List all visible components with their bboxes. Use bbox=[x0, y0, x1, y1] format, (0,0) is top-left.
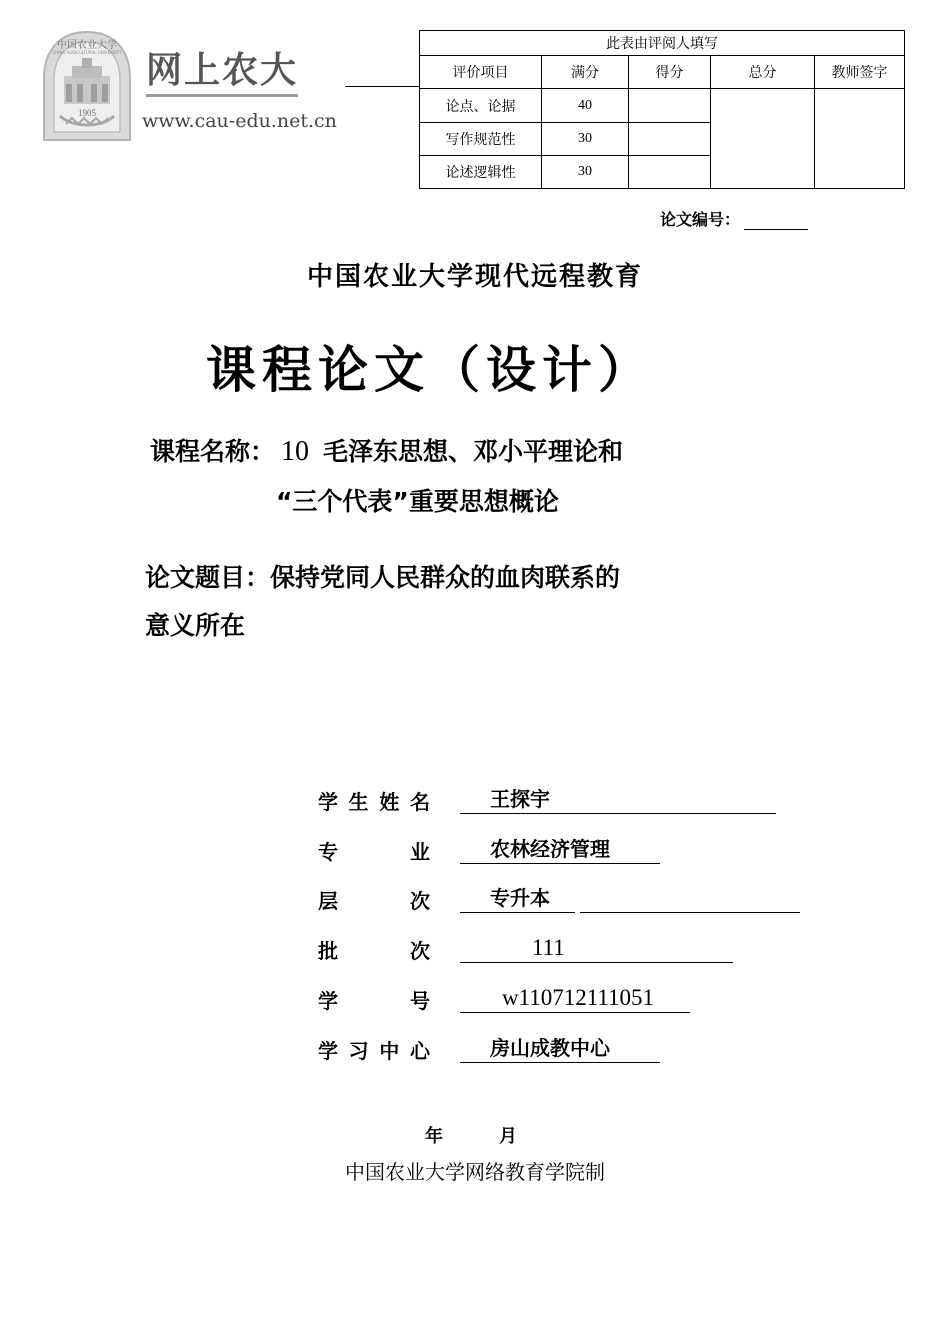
row-score-cell[interactable] bbox=[629, 123, 711, 156]
row-item: 论点、论据 bbox=[420, 89, 542, 123]
brand-name: 网上农大 bbox=[146, 49, 299, 91]
row-item: 写作规范性 bbox=[420, 123, 542, 156]
row-score-cell[interactable] bbox=[629, 156, 711, 189]
footer-organization: 中国农业大学网络教育学院制 bbox=[345, 1160, 605, 1184]
major-label: 专 业 bbox=[318, 840, 430, 864]
course-name-line2: “三个代表”重要思想概论 bbox=[276, 487, 559, 516]
batch-label: 批 次 bbox=[318, 939, 430, 963]
teacher-signature-cell[interactable] bbox=[815, 89, 905, 189]
header-total: 总分 bbox=[711, 56, 815, 89]
topic-line2: 意义所在 bbox=[145, 611, 246, 640]
header-score: 得分 bbox=[629, 56, 711, 89]
row-full-score: 40 bbox=[542, 89, 629, 123]
date-month: 月 bbox=[499, 1126, 517, 1147]
row-item: 论述逻辑性 bbox=[420, 156, 542, 189]
student-id-value[interactable]: w110712111051 bbox=[460, 985, 690, 1013]
batch-value[interactable]: 111 bbox=[460, 935, 733, 963]
student-name-label: 学 生 姓 名 bbox=[318, 790, 430, 814]
institution-title: 中国农业大学现代远程教育 bbox=[306, 262, 643, 292]
row-score-cell[interactable] bbox=[629, 89, 711, 123]
seal-year: 1905 bbox=[78, 108, 96, 118]
study-center-value[interactable]: 房山成教中心 bbox=[460, 1035, 660, 1063]
header-item: 评价项目 bbox=[420, 56, 542, 89]
total-score-cell[interactable] bbox=[711, 89, 815, 189]
brand-divider bbox=[146, 94, 298, 97]
row-full-score: 30 bbox=[542, 123, 629, 156]
university-logo bbox=[42, 28, 342, 148]
study-center-label: 学 习 中 心 bbox=[318, 1039, 430, 1063]
course-number: 10 bbox=[281, 436, 310, 467]
score-table bbox=[419, 30, 905, 189]
header-full-score: 满分 bbox=[542, 56, 629, 89]
date-line bbox=[425, 1122, 517, 1148]
main-title: 课程论文（设计） bbox=[206, 340, 654, 399]
student-name-value[interactable]: 王探宇 bbox=[460, 786, 776, 814]
paper-number-label: 论文编号： bbox=[660, 210, 741, 229]
date-year: 年 bbox=[425, 1126, 443, 1147]
score-table-caption: 此表由评阅人填写 bbox=[420, 31, 905, 56]
level-value[interactable]: 专升本 bbox=[460, 885, 575, 913]
topic-text: 保持党同人民群众的血肉联系的 bbox=[270, 563, 621, 592]
paper-number-blank[interactable] bbox=[744, 211, 808, 230]
seal-english-text: CHINA AGRICULTURAL UNIVERSITY bbox=[52, 50, 122, 55]
major-value[interactable]: 农林经济管理 bbox=[460, 836, 660, 864]
topic-label: 论文题目： bbox=[145, 563, 271, 592]
level-label: 层 次 bbox=[318, 889, 430, 913]
topic-line1 bbox=[145, 558, 620, 594]
header-rule bbox=[345, 86, 419, 87]
seal-text: 中国农业大学 bbox=[57, 40, 117, 51]
course-name-text: 毛泽东思想、邓小平理论和 bbox=[323, 437, 624, 466]
level-extra-underline bbox=[580, 912, 800, 913]
course-name-line1 bbox=[150, 432, 623, 468]
paper-number bbox=[660, 207, 808, 230]
course-label: 课程名称： bbox=[150, 437, 276, 466]
header-teacher-signature: 教师签字 bbox=[815, 56, 905, 89]
brand-url: www.cau-edu.net.cn bbox=[142, 110, 337, 132]
table-row bbox=[420, 89, 905, 123]
student-id-label: 学 号 bbox=[318, 989, 430, 1013]
row-full-score: 30 bbox=[542, 156, 629, 189]
